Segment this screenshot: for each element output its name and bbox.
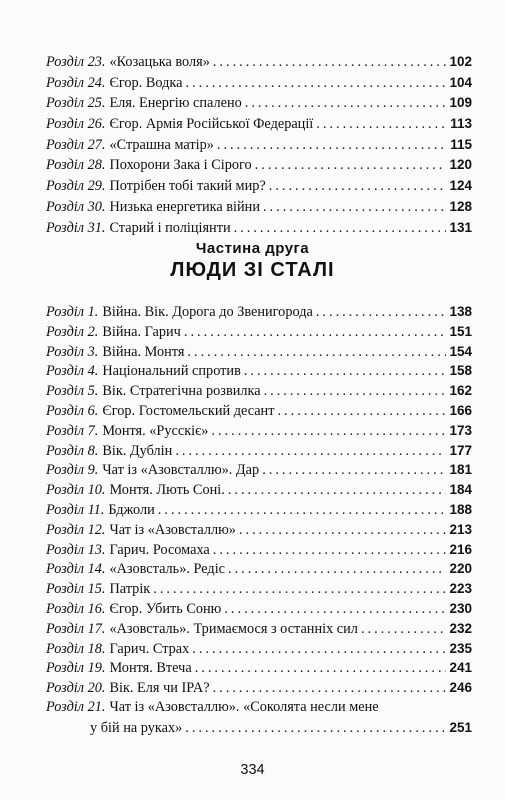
page-ref: 138	[449, 304, 472, 319]
page-ref: 131	[449, 219, 472, 235]
leader-dots	[228, 481, 447, 501]
chapter-title: Монтя. Лють Соні.	[109, 482, 225, 499]
leader-dots	[277, 402, 446, 422]
page-ref: 173	[449, 422, 472, 438]
chapter-label: Розділ 31.	[46, 219, 106, 236]
chapter-label: Розділ 14.	[46, 561, 106, 578]
chapter-label: Розділ 7.	[46, 422, 99, 439]
page-ref: 151	[449, 323, 472, 339]
chapter-title: Монтя. Втеча	[109, 660, 192, 677]
chapter-title: Війна. Гарич	[102, 323, 181, 340]
chapter-label: Розділ 30.	[46, 198, 106, 215]
chapter-title: Вік. Дублін	[102, 442, 173, 459]
chapter-title: Потрібен тобі такий мир?	[109, 178, 266, 195]
chapter-title: Війна. Монтя	[102, 343, 185, 360]
chapter-label: Розділ 15.	[46, 581, 106, 598]
chapter-title: Єгор. Армія Російської Федерації	[109, 116, 314, 133]
page-ref: 188	[449, 501, 472, 517]
leader-dots	[245, 93, 447, 114]
page-ref: 232	[449, 620, 472, 636]
leader-dots	[361, 620, 447, 640]
chapter-title: «Азовсталь». Тримаємося з останніх сил	[109, 620, 358, 637]
leader-dots	[217, 135, 447, 156]
toc-entry[interactable]	[46, 540, 472, 560]
chapter-title: Гарич. Страх	[109, 640, 190, 657]
chapter-label: Розділ 28.	[46, 157, 106, 174]
chapter-label: Розділ 13.	[46, 541, 106, 558]
chapter-label: Розділ 1.	[46, 304, 99, 320]
leader-dots	[255, 155, 447, 176]
page-ref: 102	[449, 54, 472, 69]
chapter-label: Розділ 9.	[46, 462, 99, 479]
page-number: 334	[240, 762, 265, 778]
chapter-title-continued: у бій на руках»	[90, 719, 183, 736]
leader-dots	[153, 580, 446, 600]
page-ref: 104	[449, 74, 472, 90]
chapter-label: Розділ 5.	[46, 383, 99, 400]
toc-entry-continuation[interactable]	[46, 718, 472, 738]
toc-entry[interactable]	[46, 480, 472, 500]
toc-entry[interactable]	[46, 197, 472, 218]
toc-entry[interactable]	[46, 52, 472, 73]
toc-entry[interactable]	[46, 441, 472, 461]
toc-entry[interactable]	[46, 114, 472, 135]
chapter-title: «Азовсталь». Редіс	[109, 561, 226, 578]
toc-list-part-two	[46, 302, 472, 738]
chapter-title: «Страшна матір»	[109, 136, 214, 153]
page-ref: 109	[449, 95, 472, 111]
leader-dots	[244, 362, 447, 382]
page-ref: 251	[449, 719, 472, 735]
chapter-label: Розділ 18.	[46, 640, 106, 657]
toc-entry[interactable]	[46, 579, 472, 599]
toc-entry[interactable]	[46, 176, 472, 197]
leader-dots	[234, 218, 447, 239]
leader-dots	[228, 560, 446, 580]
chapter-title: Еля. Енергію спалено	[109, 95, 242, 112]
leader-dots	[213, 52, 447, 73]
page-ref: 128	[449, 198, 472, 214]
toc-entry[interactable]	[46, 302, 472, 322]
leader-dots	[239, 521, 447, 541]
toc-entry[interactable]	[46, 218, 472, 239]
leader-dots	[262, 461, 446, 481]
chapter-label: Розділ 4.	[46, 363, 99, 380]
chapter-title: Чат із «Азовсталлю». Дар	[102, 462, 260, 479]
chapter-title: Війна. Вік. Дорога до Звенигорода	[102, 304, 313, 320]
chapter-label: Розділ 8.	[46, 442, 99, 459]
page-ref: 184	[449, 482, 472, 498]
toc-entry[interactable]	[46, 559, 472, 579]
toc-entry[interactable]	[46, 698, 472, 718]
leader-dots	[185, 719, 446, 739]
toc-entry[interactable]	[46, 520, 472, 540]
page-ref: 120	[449, 157, 472, 173]
chapter-label: Розділ 16.	[46, 600, 106, 617]
page-ref: 166	[449, 402, 472, 418]
chapter-title: Єгор. Гостомельский десант	[102, 402, 275, 419]
page-ref: 246	[449, 680, 472, 696]
toc-entry[interactable]	[46, 619, 472, 639]
toc-entry[interactable]	[46, 322, 472, 342]
page-ref: 216	[449, 541, 472, 557]
chapter-label: Розділ 2.	[46, 323, 99, 340]
chapter-label: Розділ 29.	[46, 178, 106, 195]
page-ref: 154	[449, 343, 472, 359]
chapter-label: Розділ 17.	[46, 620, 106, 637]
chapter-title: Чат із «Азовсталлю». «Соколята несли мене	[109, 698, 379, 715]
chapter-title: Національний спротив	[102, 363, 241, 380]
leader-dots	[269, 176, 447, 197]
leader-dots	[195, 659, 447, 679]
chapter-title: Вік. Еля чи IPA?	[109, 680, 210, 697]
chapter-label: Розділ 3.	[46, 343, 99, 360]
page-ref: 230	[449, 600, 472, 616]
chapter-title: Низька енергетика війни	[109, 198, 260, 215]
page-ref: 124	[449, 178, 472, 194]
chapter-label: Розділ 25.	[46, 95, 106, 112]
page-ref: 162	[449, 383, 472, 399]
page-ref: 220	[449, 561, 472, 577]
leader-dots	[316, 303, 447, 323]
page-ref: 181	[449, 462, 472, 478]
leader-dots	[213, 679, 447, 699]
toc-list-part-one	[46, 52, 472, 238]
chapter-label: Розділ 23.	[46, 54, 106, 70]
toc-entry[interactable]	[46, 639, 472, 659]
chapter-label: Розділ 20.	[46, 680, 106, 697]
toc-entry[interactable]	[46, 73, 472, 94]
chapter-title: Похорони Зака і Сірого	[109, 157, 252, 174]
leader-dots	[264, 382, 447, 402]
chapter-label: Розділ 26.	[46, 116, 106, 133]
toc-entry[interactable]	[46, 361, 472, 381]
leader-dots	[175, 442, 446, 462]
leader-dots	[158, 501, 447, 521]
page-ref: 115	[450, 136, 472, 152]
chapter-label: Розділ 21.	[46, 698, 106, 715]
chapter-title: «Козацька воля»	[109, 54, 210, 70]
leader-dots	[316, 114, 447, 135]
chapter-title: Вік. Стратегічна розвилка	[102, 383, 261, 400]
part-subtitle: Частина друга	[195, 240, 310, 257]
leader-dots	[224, 600, 446, 620]
leader-dots	[213, 541, 447, 561]
page-ref: 223	[449, 581, 472, 597]
page-ref: 177	[449, 442, 472, 458]
chapter-label: Розділ 10.	[46, 482, 106, 499]
toc-entry[interactable]	[46, 401, 472, 421]
toc-entry[interactable]	[46, 155, 472, 176]
chapter-title: Єгор. Убить Соню	[109, 600, 222, 617]
toc-entry[interactable]	[46, 342, 472, 362]
page-ref: 213	[449, 521, 472, 537]
toc-entry[interactable]	[46, 500, 472, 520]
leader-dots	[185, 73, 446, 94]
toc-entry[interactable]	[46, 658, 472, 678]
leader-dots	[211, 422, 446, 442]
leader-dots	[192, 640, 446, 660]
page-ref: 241	[449, 660, 472, 676]
chapter-label: Розділ 12.	[46, 521, 106, 538]
leader-dots	[184, 323, 447, 343]
leader-dots	[187, 343, 446, 363]
toc-entry[interactable]	[46, 460, 472, 480]
chapter-title: Єгор. Водка	[109, 74, 183, 91]
page-ref: 113	[450, 116, 472, 132]
chapter-title: Гарич. Росомаха	[109, 541, 210, 558]
toc-entry[interactable]	[46, 135, 472, 156]
chapter-label: Розділ 27.	[46, 136, 106, 153]
chapter-title: Монтя. «Русскіє»	[102, 422, 209, 439]
chapter-label: Розділ 24.	[46, 74, 106, 91]
toc-entry[interactable]	[46, 381, 472, 401]
chapter-label: Розділ 19.	[46, 660, 106, 677]
part-title: ЛЮДИ ЗІ СТАЛІ	[170, 259, 335, 281]
chapter-label: Розділ 11.	[46, 501, 105, 518]
toc-entry[interactable]	[46, 421, 472, 441]
toc-entry[interactable]	[46, 599, 472, 619]
chapter-label: Розділ 6.	[46, 402, 99, 419]
toc-entry[interactable]	[46, 93, 472, 114]
chapter-title: Чат із «Азовсталлю»	[109, 521, 236, 538]
page-ref: 235	[449, 640, 472, 656]
chapter-title: Бджоли	[108, 501, 155, 518]
leader-dots	[263, 197, 446, 218]
toc-entry[interactable]	[46, 678, 472, 698]
chapter-title: Патрік	[109, 581, 151, 598]
chapter-title: Старий і поліціянти	[109, 219, 231, 236]
page-ref: 158	[449, 363, 472, 379]
